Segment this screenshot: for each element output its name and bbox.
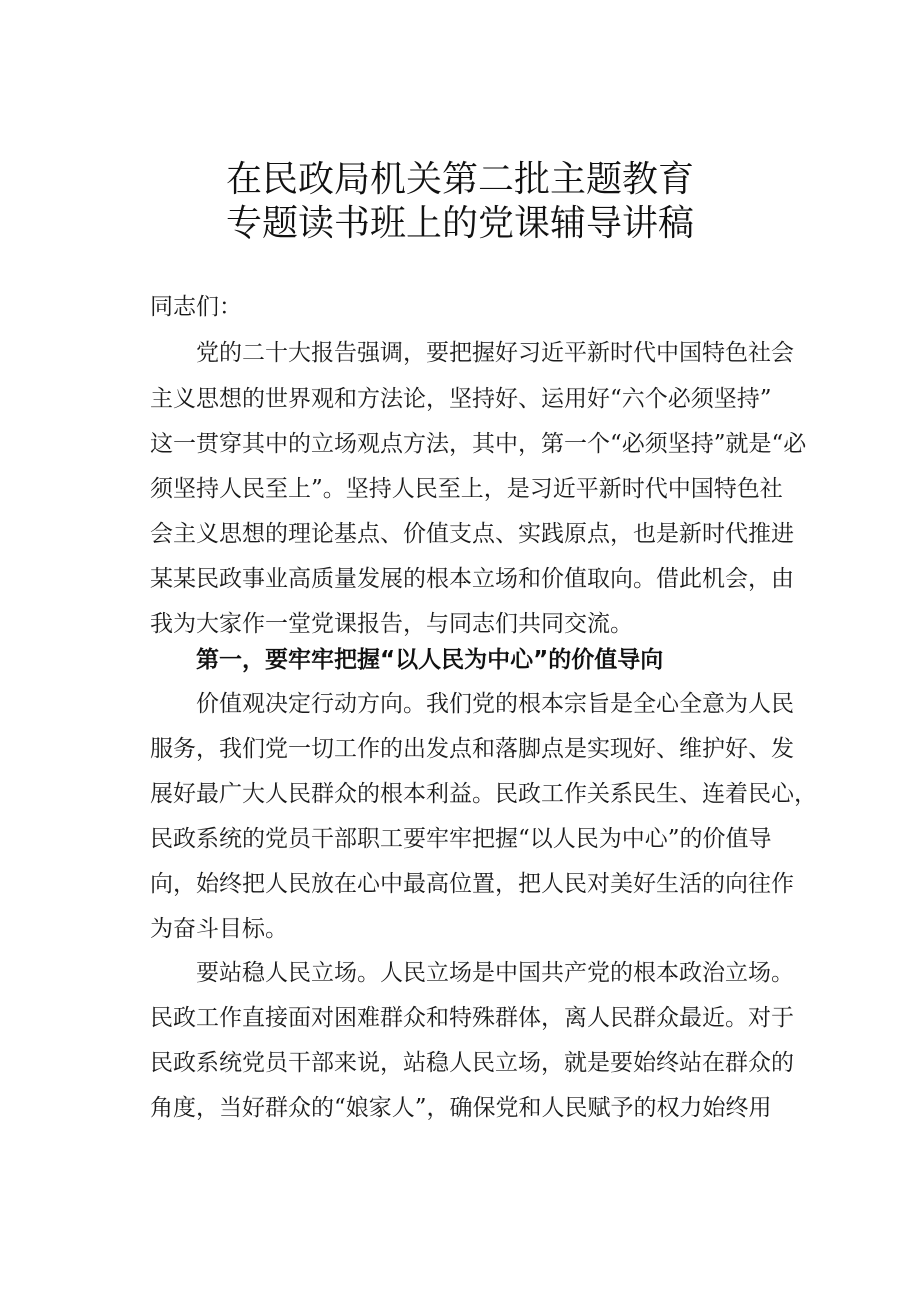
paragraph-3-line-1: 要站稳人民立场。人民立场是中国共产党的根本政治立场。 xyxy=(196,960,794,986)
paragraph-1-line-3: 这一贯穿其中的立场观点方法，其中，第一个“必须坚持”就是“必 xyxy=(150,431,807,457)
paragraph-2-line-1: 价值观决定行动方向。我们党的根本宗旨是全心全意为人民 xyxy=(196,691,794,717)
paragraph-2-line-2: 服务，我们党一切工作的出发点和落脚点是实现好、维护好、发 xyxy=(150,736,794,762)
paragraph-1-line-6: 某某民政事业高质量发展的根本立场和价值取向。借此机会，由 xyxy=(150,566,794,592)
paragraph-1-line-4: 须坚持人民至上”。坚持人民至上，是习近平新时代中国特色社 xyxy=(150,476,783,502)
paragraph-2-line-3: 展好最广大人民群众的根本利益。民政工作关系民生、连着民心， xyxy=(150,781,817,807)
salutation: 同志们： xyxy=(150,294,242,320)
document-title-line-1: 在民政局机关第二批主题教育 xyxy=(225,159,694,200)
paragraph-2-line-6: 为奋斗目标。 xyxy=(150,916,288,942)
paragraph-1-line-2: 主义思想的世界观和方法论，坚持好、运用好“六个必须坚持” xyxy=(150,386,772,412)
document-title-line-2: 专题读书班上的党课辅导讲稿 xyxy=(225,203,694,244)
paragraph-1-line-1: 党的二十大报告强调，要把握好习近平新时代中国特色社会 xyxy=(196,340,794,366)
paragraph-1-line-7: 我为大家作一堂党课报告，与同志们共同交流。 xyxy=(150,611,633,637)
paragraph-3-line-4: 角度，当好群众的“娘家人”，确保党和人民赋予的权力始终用 xyxy=(150,1095,772,1121)
paragraph-3-line-3: 民政系统党员干部来说，站稳人民立场，就是要始终站在群众的 xyxy=(150,1050,794,1076)
paragraph-2-line-5: 向，始终把人民放在心中最高位置，把人民对美好生活的向往作 xyxy=(150,871,794,897)
paragraph-3-line-2: 民政工作直接面对困难群众和特殊群体，离人民群众最近。对于 xyxy=(150,1005,794,1031)
paragraph-2-line-4: 民政系统的党员干部职工要牢牢把握“以人民为中心”的价值导 xyxy=(150,826,772,852)
paragraph-1-line-5: 会主义思想的理论基点、价值支点、实践原点，也是新时代推进 xyxy=(150,521,794,547)
section-heading-1: 第一，要牢牢把握“以人民为中心”的价值导向 xyxy=(196,647,664,673)
